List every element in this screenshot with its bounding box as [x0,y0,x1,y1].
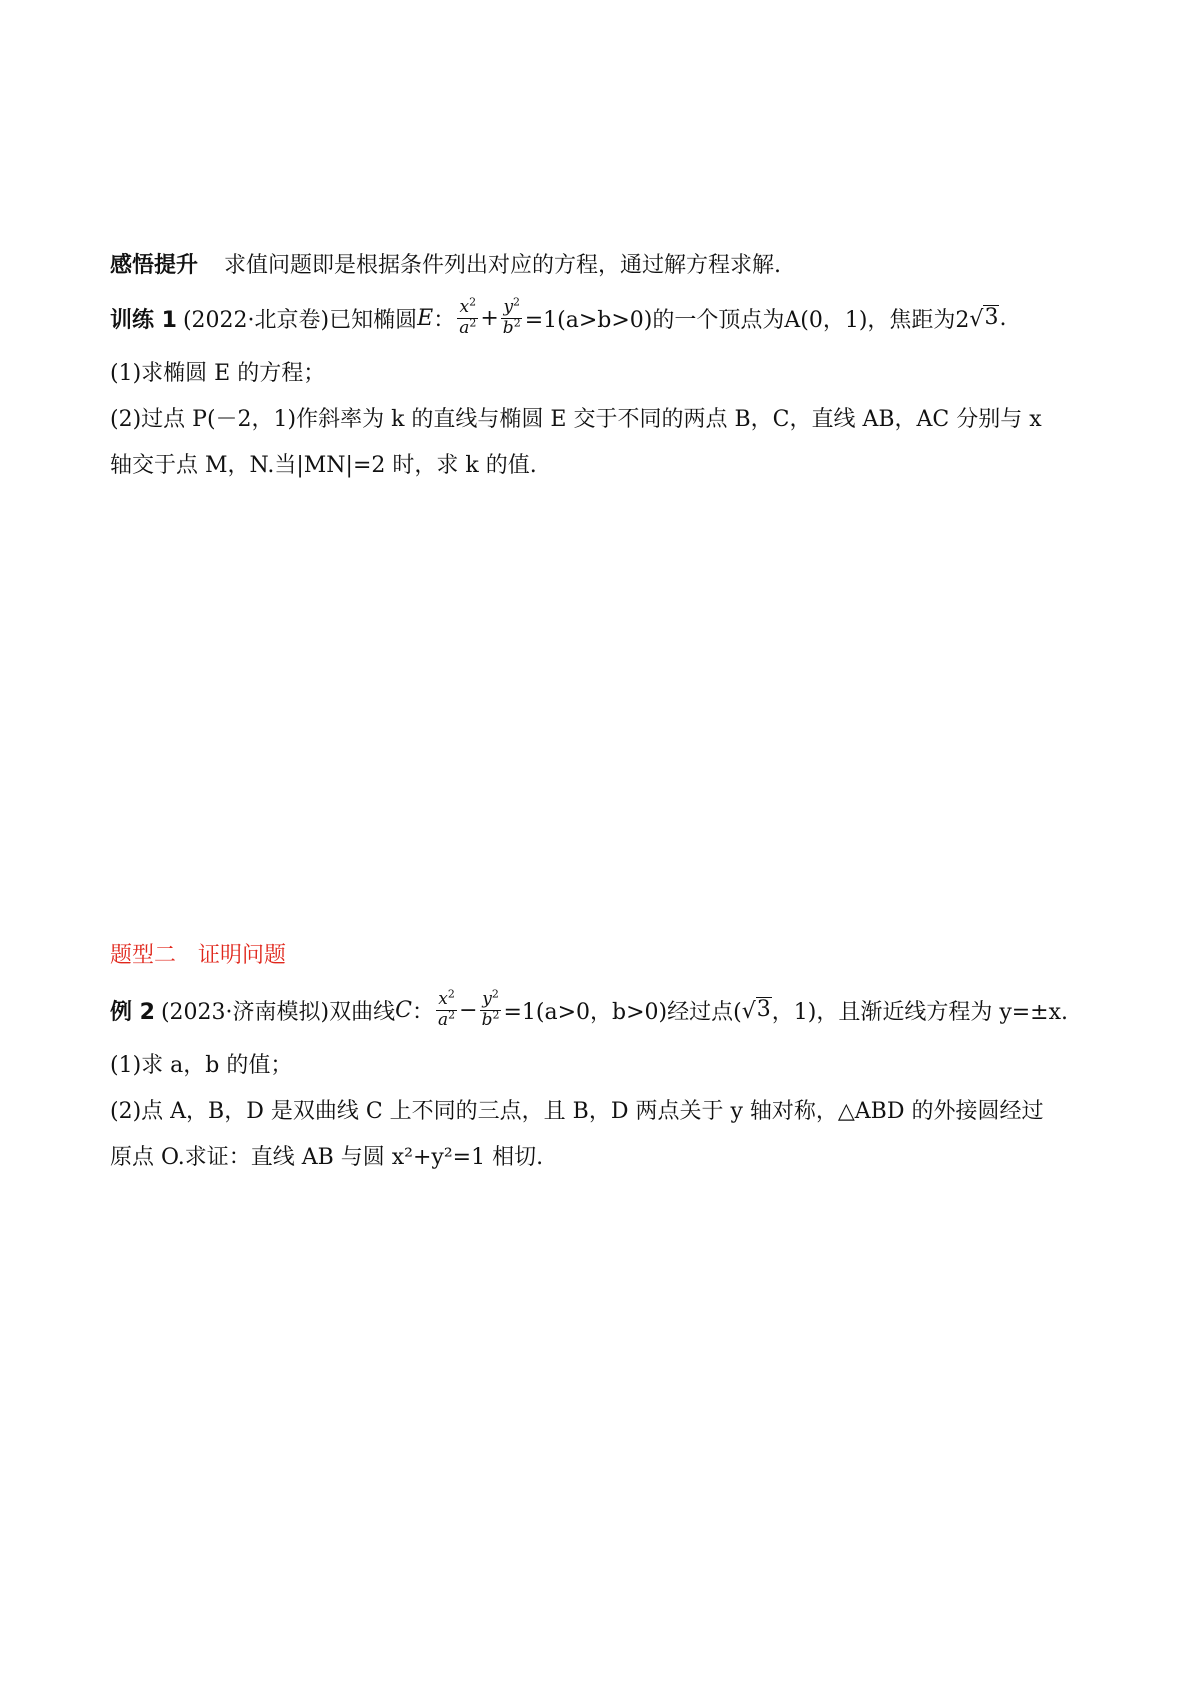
example-label: 例 2 [110,999,155,1025]
insight-text: 求值问题即是根据条件列出对应的方程，通过解方程求解. [224,252,782,278]
training-q1: (1)求椭圆 E 的方程； [110,360,326,386]
training-colon: ： [433,307,456,333]
training-block [110,293,1100,483]
frac2-num: y [503,296,514,317]
ex-sqrt-value: 3 [756,997,771,1023]
ex-frac2-den: b [481,1009,493,1030]
example-curve-name: C [395,997,412,1023]
training-period: . [999,305,1007,331]
ex-frac2-num: y [482,988,492,1009]
frac1-den: a [459,317,470,338]
example-eq-mid: =1(a>0，b>0)经过点( [503,999,742,1025]
training-q2-line1: (2)过点 P(－2，1)作斜率为 k 的直线与椭圆 E 交于不同的两点 B，C，直线 AB，AC 分别与 x [110,406,1042,432]
training-label: 训练 1 [110,307,177,333]
training-stem [110,293,1100,343]
example-source: (2023·济南模拟) [160,999,330,1025]
frac2-den: b [502,317,514,338]
sqrt-symbol: √ 3 [969,305,999,332]
training-source: (2022·北京卷) [182,307,330,333]
training-curve-name: E [417,305,434,331]
training-plus: + [480,305,499,331]
section-title: 题型二 证明问题 [110,943,287,968]
example-q1: (1)求 a，b 的值； [110,1052,293,1078]
fraction-y2-b2: $\frac{y^2}{b^2}$ [502,295,521,338]
training-q2-line2: 轴交于点 M，N.当|MN|=2 时，求 k 的值. [110,452,537,478]
example-stem-pre: 双曲线 [329,999,396,1025]
training-eq-tail: =1(a>b>0)的一个顶点为A(0，1)，焦距为2 [524,307,970,333]
fraction-x2-a2: $\frac{x^2}{a^2}$ [438,987,456,1030]
example-q2-line1: (2)点 A，B，D 是双曲线 C 上不同的三点，且 B，D 两点关于 y 轴对称，△ABD 的外接圆经过 [110,1098,1044,1124]
sqrt-symbol: √ 3 [741,997,771,1024]
example-minus: − [459,997,478,1023]
fraction-x2-a2: $\frac{x^2}{a^2}$ [459,295,477,338]
ex-frac1-num: x [438,988,448,1009]
insight-block [110,243,1100,283]
frac1-num: x [459,296,470,317]
example-eq-tail: ，1)，且渐近线方程为 y=±x. [771,999,1069,1025]
example-block [110,985,1100,1175]
example-stem [110,985,1100,1035]
example-q2-line2: 原点 O.求证：直线 AB 与圆 x²+y²=1 相切. [110,1144,544,1170]
fraction-y2-b2: $\frac{y^2}{b^2}$ [481,987,500,1030]
ex-frac1-den: a [438,1009,449,1030]
insight-label: 感悟提升 [110,252,199,278]
sqrt-value: 3 [984,305,999,331]
example-colon: ： [411,999,434,1025]
training-stem-pre: 已知椭圆 [329,307,418,333]
